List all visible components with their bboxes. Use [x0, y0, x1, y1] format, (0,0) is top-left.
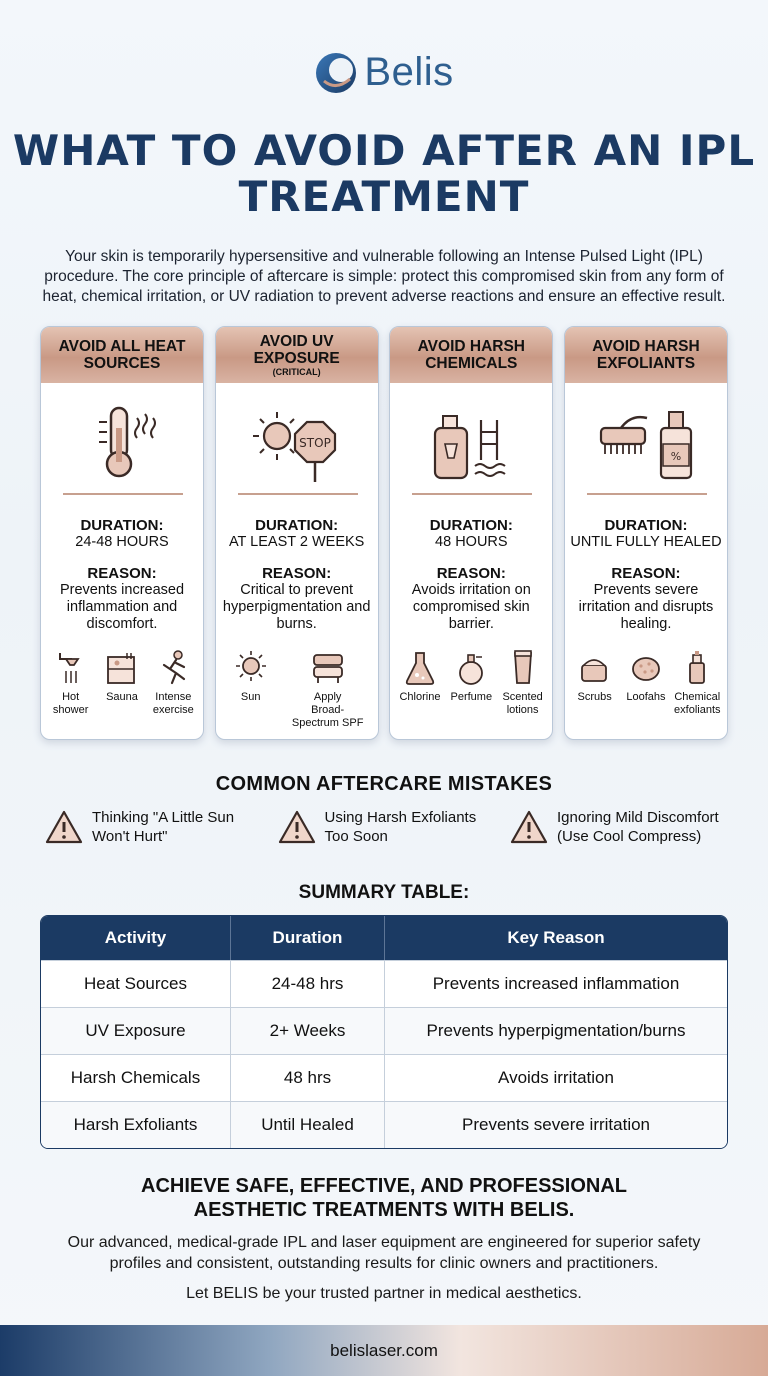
mini-item [672, 649, 722, 717]
warning-icon [509, 809, 549, 845]
sun-icon [234, 649, 268, 687]
table-cell: Prevents hyperpigmentation/burns [384, 1008, 727, 1054]
card-title: AVOID HARSH EXFOLIANTS [592, 338, 700, 372]
card-title: AVOID ALL HEAT SOURCES [58, 338, 186, 372]
mini-item [570, 649, 620, 717]
cta-partner: Let BELIS be your trusted partner in medical aesthetics. [186, 1285, 582, 1302]
mistake-item [509, 808, 734, 846]
loofah-icon [629, 649, 663, 687]
mini-item [288, 649, 368, 730]
card-chemicals [389, 326, 553, 740]
duration-label: DURATION: [255, 517, 339, 534]
duration-value: AT LEAST 2 WEEKS [228, 534, 365, 550]
reason-label: REASON: [436, 565, 506, 582]
table-cell: 24-48 hrs [230, 961, 384, 1007]
duration-value: 24-48 HOURS [75, 534, 169, 550]
summary-title: SUMMARY TABLE: [298, 882, 470, 903]
reason-label: REASON: [262, 565, 332, 582]
mistakes-list [44, 808, 734, 846]
tanning-bed-icon [302, 649, 354, 687]
dropper-bottle-icon [680, 649, 714, 687]
table-header-cell: Key Reason [384, 916, 727, 960]
duration-value: 48 HOURS [435, 534, 508, 550]
mini-item [46, 649, 96, 717]
running-icon [156, 649, 190, 687]
divider [412, 493, 532, 495]
mini-item [498, 649, 548, 717]
mistakes-title: COMMON AFTERCARE MISTAKES [215, 773, 553, 795]
mini-label: Scented lotions [502, 691, 543, 716]
table-cell: 48 hrs [230, 1055, 384, 1101]
mini-label: Loofahs [626, 691, 666, 703]
warning-icon [277, 809, 317, 845]
mini-label: Perfume [450, 691, 493, 703]
reason-label: REASON: [87, 565, 157, 582]
mistake-item [44, 808, 269, 846]
table-cell: Harsh Exfoliants [73, 1115, 198, 1134]
summary-table [40, 915, 728, 1149]
svg-text:STOP: STOP [298, 436, 331, 450]
mini-label: Chemical exfoliants [674, 691, 721, 716]
table-cell: Heat Sources [84, 974, 187, 993]
mini-label: Intense exercise [152, 691, 194, 716]
card-header [216, 327, 378, 383]
svg-text:%: % [670, 450, 682, 463]
mini-label: Sun [240, 691, 261, 703]
table-header-cell: Duration [230, 916, 384, 960]
intro-paragraph: Your skin is temporarily hypersensitive and vulnerable following an Intense Pulsed Light (IPL) procedure. The core principle of aftercare is simple: protect this compromised skin from any form of heat, chemical irritation, or UV radiation to prevent adverse reactions and ensure an effective result. [42, 248, 726, 305]
mini-label: Hot shower [52, 691, 89, 716]
mistake-text: Ignoring Mild Discomfort (Use Cool Compress) [557, 809, 719, 845]
perfume-icon [454, 649, 488, 687]
mistake-text: Thinking "A Little Sun Won't Hurt" [92, 809, 235, 845]
table-cell: Prevents increased inflammation [384, 961, 727, 1007]
sauna-icon [105, 649, 139, 687]
table-cell: UV Exposure [85, 1021, 186, 1040]
table-cell: Avoids irritation [384, 1055, 727, 1101]
brand-logo [0, 50, 768, 95]
lotion-icon [506, 649, 540, 687]
card-header [390, 327, 552, 383]
card-title: AVOID HARSH CHEMICALS [417, 338, 525, 372]
card-header [565, 327, 727, 383]
mini-item [395, 649, 445, 717]
mini-item [97, 649, 147, 717]
divider [63, 493, 183, 495]
brand-name: Belis [364, 50, 454, 94]
mini-label: Sauna [106, 691, 138, 703]
table-cell: 2+ Weeks [230, 1008, 384, 1054]
table-row [41, 960, 727, 1007]
card-heat [40, 326, 204, 740]
duration-value: UNTIL FULLY HEALED [570, 534, 722, 550]
table-row [41, 1007, 727, 1054]
card-header [41, 327, 203, 383]
duration-label: DURATION: [429, 517, 513, 534]
thermometer-icon [77, 398, 167, 488]
table-row [41, 1054, 727, 1101]
sun-stop-icon [247, 398, 347, 488]
mini-label: Apply Broad-Spectrum SPF [288, 691, 368, 730]
brush-bottle-icon [591, 398, 701, 488]
table-cell: Until Healed [230, 1102, 384, 1148]
page-title: WHAT TO AVOID AFTER AN IPL TREATMENT [12, 126, 756, 221]
card-uv [215, 326, 379, 740]
avoid-cards [40, 326, 728, 740]
table-cell: Prevents severe irritation [384, 1102, 727, 1148]
mini-item [226, 649, 276, 730]
warning-icon [44, 809, 84, 845]
footer-bar [0, 1325, 768, 1376]
scrub-jar-icon [578, 649, 612, 687]
card-subtitle: (CRITICAL) [272, 367, 321, 377]
card-title: AVOID UV EXPOSURE [253, 333, 340, 367]
shower-icon [54, 649, 88, 687]
mini-item [621, 649, 671, 717]
reason-label: REASON: [611, 565, 681, 582]
cta-title: ACHIEVE SAFE, EFFECTIVE, AND PROFESSIONAL AESTHETIC TREATMENTS WITH BELIS. [141, 1175, 627, 1221]
belis-logo-icon [314, 51, 358, 95]
divider [587, 493, 707, 495]
table-cell: Harsh Chemicals [70, 1068, 201, 1087]
mistake-item [277, 808, 502, 846]
table-row [41, 1101, 727, 1148]
mini-label: Chlorine [399, 691, 441, 703]
reason-text: Critical to prevent hyperpigmentation and burns. [222, 582, 371, 632]
table-header-cell: Activity [104, 928, 167, 947]
reason-text: Avoids irritation on compromised skin barrier. [411, 582, 531, 632]
mini-label: Scrubs [577, 691, 612, 703]
divider [238, 493, 358, 495]
table-header-row [41, 916, 727, 960]
mistake-text: Using Harsh Exfoliants Too Soon [324, 809, 477, 845]
duration-label: DURATION: [80, 517, 164, 534]
website-link[interactable]: belislaser.com [330, 1340, 438, 1360]
reason-text: Prevents increased inflammation and discomfort. [59, 582, 185, 632]
duration-label: DURATION: [604, 517, 688, 534]
cta-text: Our advanced, medical-grade IPL and laser equipment are engineered for superior safety profiles and consistent, outstanding results for clinic owners and practitioners. [67, 1234, 701, 1272]
card-exfoliants [564, 326, 728, 740]
reason-text: Prevents severe irritation and disrupts healing. [578, 582, 714, 632]
mini-item [446, 649, 496, 717]
chemicals-pool-icon [421, 398, 521, 488]
apply-label: Apply [313, 691, 342, 703]
flask-icon [403, 649, 437, 687]
mini-item [148, 649, 198, 717]
